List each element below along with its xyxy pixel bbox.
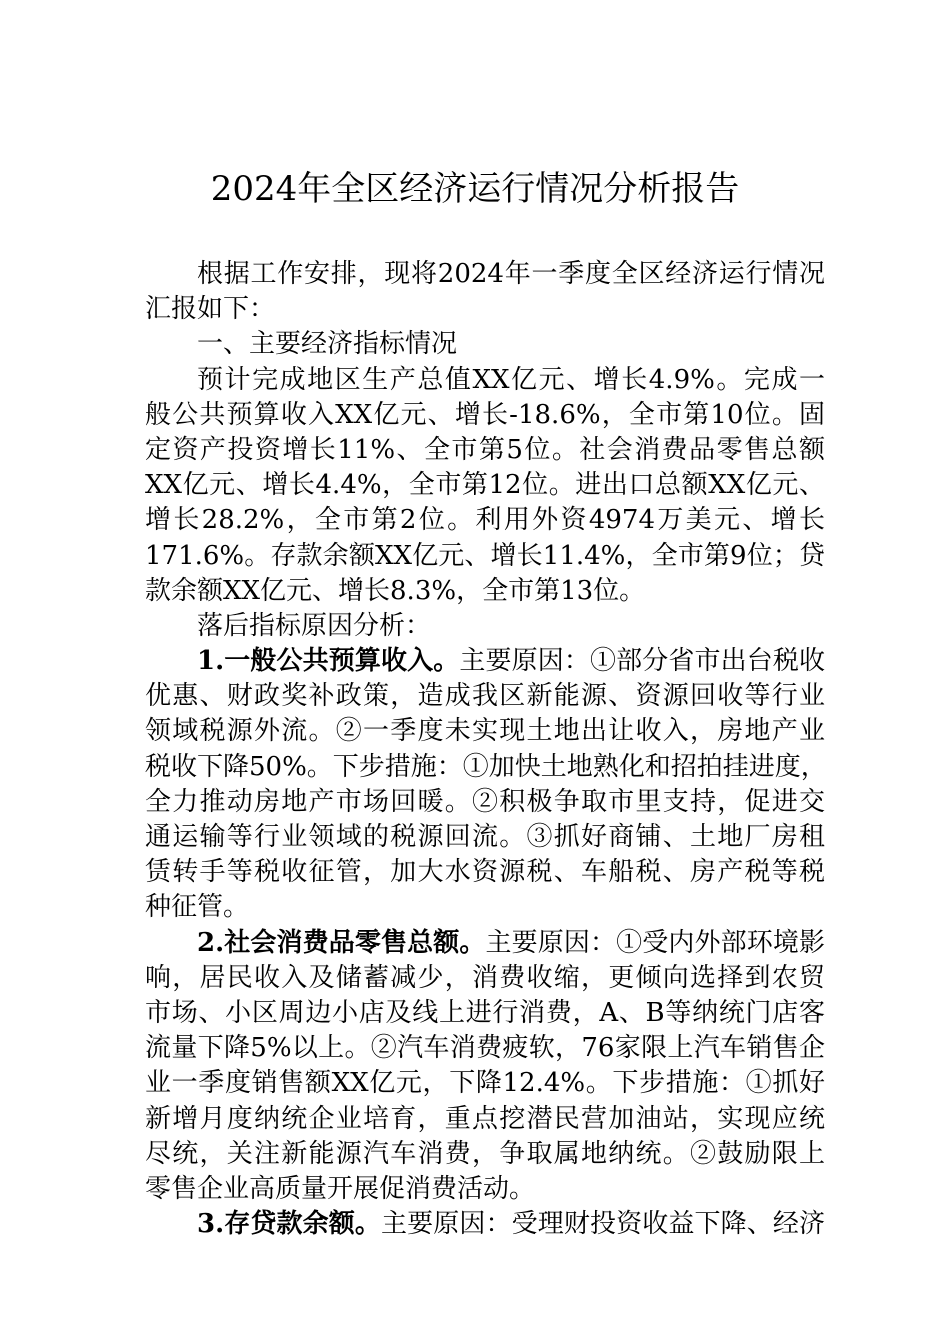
- text-line: [145, 433, 825, 468]
- section-heading: 2.社会消费品零售总额。: [197, 927, 486, 958]
- line-text: 优惠、财政奖补政策，造成我区新能源、资源回收等行业: [145, 681, 825, 712]
- line-text: 市场、小区周边小店及线上进行消费，A、B等纳统门店客: [145, 997, 825, 1028]
- text-line: [145, 714, 825, 749]
- text-line: [145, 785, 825, 820]
- text-line: [145, 609, 825, 644]
- text-line: [145, 1207, 825, 1242]
- text-line: [145, 398, 825, 433]
- section-heading: 1.一般公共预算收入。: [197, 646, 460, 677]
- text-line: [145, 1137, 825, 1172]
- text-line: [145, 257, 825, 292]
- line-text: 通运输等行业领域的税源回流。③抓好商铺、土地厂房租: [145, 822, 825, 852]
- document-title: 2024年全区经济运行情况分析报告: [210, 169, 740, 209]
- text-line: [145, 1066, 825, 1101]
- line-text: 尽统，关注新能源汽车消费，争取属地纳统。②鼓励限上: [145, 1138, 825, 1169]
- text-line: [145, 750, 825, 785]
- text-line: [145, 574, 825, 609]
- line-text: 种征管。: [145, 892, 250, 923]
- line-text: 主要原因：①部分省市出台税收: [459, 646, 825, 677]
- line-text: 增长28.2%，全市第2位。利用外资4974万美元、增长: [145, 505, 825, 536]
- line-text: 业一季度销售额XX亿元，下降12.4%。下步措施：①抓好: [145, 1068, 825, 1099]
- text-line: [145, 890, 825, 925]
- line-text: 根据工作安排，现将2024年一季度全区经济运行情况: [197, 259, 825, 289]
- line-text: XX亿元、增长4.4%，全市第12位。进出口总额XX亿元、: [145, 470, 825, 501]
- text-line: [145, 820, 825, 855]
- text-line: [145, 539, 825, 574]
- line-text: 主要原因：①受内外部环境影: [485, 927, 825, 958]
- text-line: [145, 503, 825, 538]
- line-text: 全力推动房地产市场回暖。②积极争取市里支持，促进交: [145, 786, 825, 817]
- line-text: 流量下降5%以上。②汽车消费疲软，76家限上汽车销售企: [145, 1033, 825, 1064]
- line-text: 一、主要经济指标情况: [197, 329, 458, 360]
- text-line: [145, 996, 825, 1031]
- line-text: 款余额XX亿元、增长8.3%，全市第13位。: [145, 575, 646, 606]
- line-text: 赁转手等税收征管，加大水资源税、车船税、房产税等税: [145, 857, 825, 888]
- text-line: [145, 644, 825, 679]
- document-body: [145, 257, 825, 1242]
- text-line: [145, 468, 825, 503]
- line-text: 零售企业高质量开展促消费活动。: [145, 1173, 536, 1204]
- text-line: [145, 327, 825, 362]
- line-text: 171.6%。存款余额XX亿元、增长11.4%，全市第9位；贷: [145, 540, 825, 571]
- text-line: [145, 292, 825, 327]
- line-text: 预计完成地区生产总值XX亿元、增长4.9%。完成一: [197, 364, 825, 395]
- line-text: 落后指标原因分析：: [197, 610, 432, 641]
- line-text: 领域税源外流。②一季度未实现土地出让收入，房地产业: [145, 716, 825, 747]
- text-line: [145, 961, 825, 996]
- text-line: [145, 855, 825, 890]
- text-line: [145, 926, 825, 961]
- line-text: 税收下降50%。下步措施：①加快土地熟化和招拍挂进度，: [145, 751, 827, 782]
- text-line: [145, 1102, 825, 1137]
- line-text: 般公共预算收入XX亿元、增长-18.6%，全市第10位。固: [145, 399, 825, 430]
- line-text: 汇报如下：: [145, 294, 276, 325]
- line-text: 新增月度纳统企业培育，重点挖潜民营加油站，实现应统: [145, 1103, 825, 1134]
- text-line: [145, 363, 825, 398]
- text-line: [145, 679, 825, 714]
- line-text: 响，居民收入及储蓄减少，消费收缩，更倾向选择到农贸: [145, 962, 825, 993]
- text-line: [145, 1172, 825, 1207]
- section-heading: 3.存贷款余额。: [197, 1209, 382, 1240]
- line-text: 主要原因：受理财投资收益下降、经济: [381, 1209, 825, 1240]
- line-text: 定资产投资增长11%、全市第5位。社会消费品零售总额: [145, 434, 825, 465]
- text-line: [145, 1031, 825, 1066]
